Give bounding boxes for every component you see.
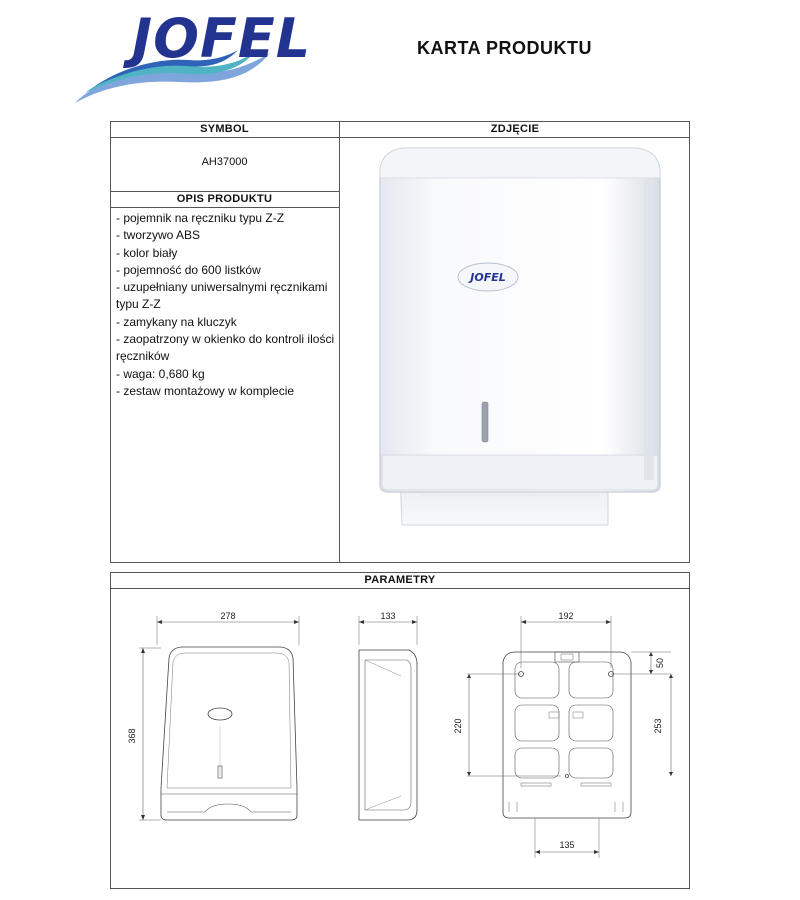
list-item: - uzupełniany uniwersalnymi ręcznikami typu Z-Z <box>116 280 328 312</box>
list-item: - pojemnik na ręczniku typu Z-Z <box>116 211 285 225</box>
dim-front-height: 368 <box>127 728 137 744</box>
list-item: - waga: 0,680 kg <box>116 366 205 381</box>
dim-back-left-height: 220 <box>453 718 463 734</box>
photo-logo-text: JOFEL <box>470 271 506 284</box>
list-item: - zestaw montażowy w komplecie <box>116 383 295 398</box>
dim-back-hole-spacing: 192 <box>558 611 574 621</box>
header-divider <box>110 137 690 138</box>
photo-header: ZDJĘCIE <box>490 123 540 135</box>
description-list <box>116 210 338 400</box>
parameters-header: PARAMETRY <box>364 574 436 586</box>
dim-back-top-offset: 50 <box>655 657 665 669</box>
list-item: - kolor biały <box>116 245 178 260</box>
list-item: - tworzywo ABS <box>116 228 201 243</box>
symbol-value: AH37000 <box>201 156 248 168</box>
dim-side-depth: 133 <box>380 611 396 621</box>
list-item: - zaopatrzony w okienko do kontroli ilości ręczników <box>116 332 335 364</box>
list-item: - zamykany na kluczyk <box>116 314 237 329</box>
logo-text: JOFEL <box>132 7 312 70</box>
front-view <box>127 611 299 820</box>
dim-back-bottom-width: 135 <box>559 840 575 850</box>
back-view <box>453 611 673 858</box>
list-item: - pojemność do 600 listków <box>116 262 261 277</box>
technical-drawing <box>111 590 689 888</box>
column-divider <box>339 121 340 563</box>
parameters-header-divider <box>110 588 690 589</box>
side-view <box>359 611 417 820</box>
description-header: OPIS PRODUKTU <box>176 193 273 205</box>
page-title: KARTA PRODUKTU <box>417 38 592 58</box>
brand-logo <box>70 8 320 108</box>
dim-front-width: 278 <box>220 611 236 621</box>
product-photo <box>360 140 680 540</box>
dim-back-right-height: 253 <box>653 718 663 734</box>
symbol-header: SYMBOL <box>200 123 249 135</box>
description-header-divider <box>110 207 339 208</box>
